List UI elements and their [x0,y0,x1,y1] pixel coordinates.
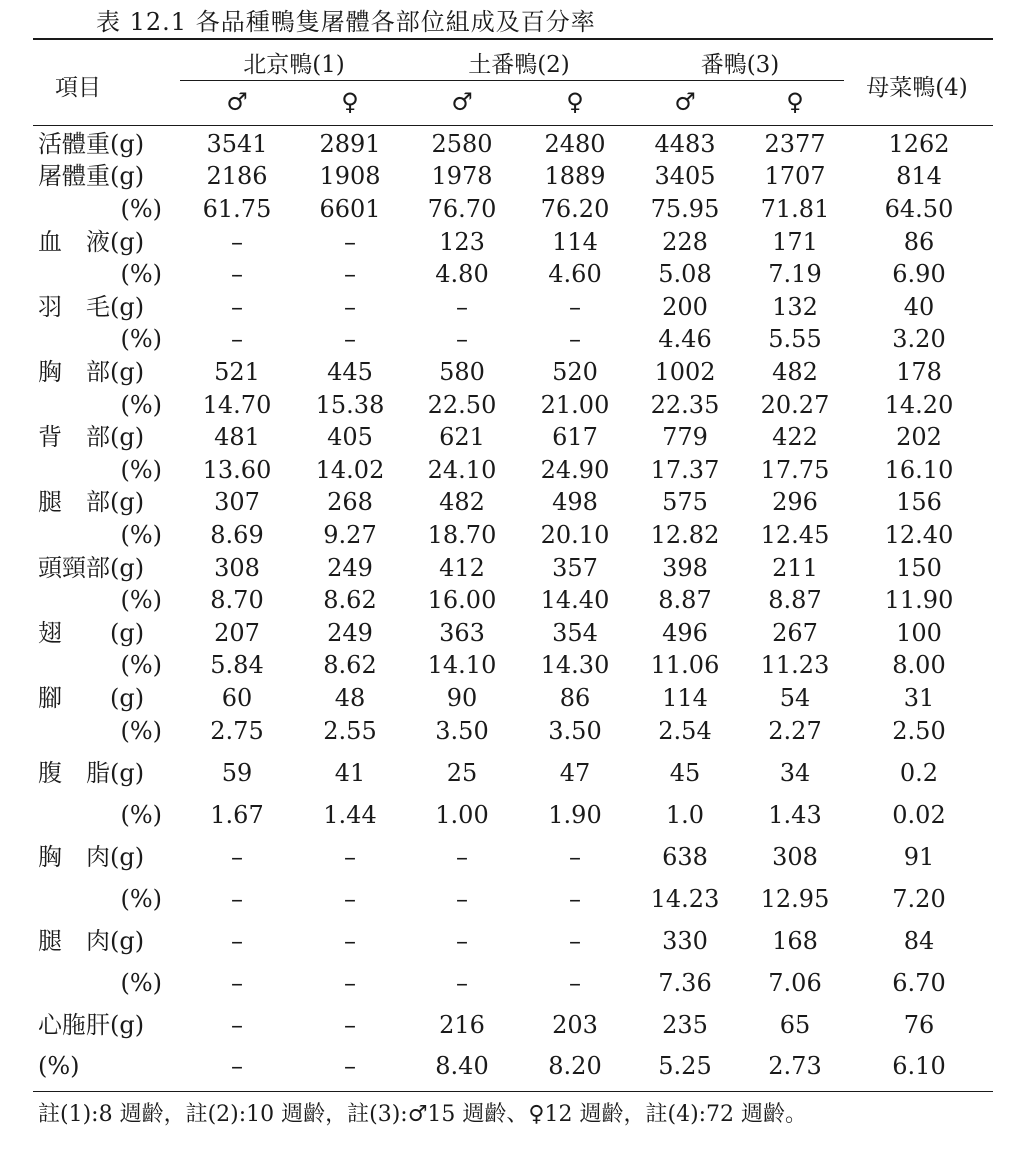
table-cell: 59 [221,759,253,787]
table-cell: 14.40 [540,586,610,614]
table-cell: 8.20 [548,1052,602,1080]
header-group-mule: 土番鴨(2) [468,52,570,78]
table-cell: 7.36 [658,969,712,997]
table-cell: – [569,927,581,955]
footnote: 註(1):8 週齡，註(2):10 週齡，註(3):♂15 週齡、♀12 週齡，註(4):72 週齡。 [38,1102,808,1127]
table-cell: 1.00 [435,801,489,829]
table-cell: 13.60 [202,456,272,484]
table-cell: – [344,325,356,353]
table-cell: 114 [662,684,708,712]
table-cell: 14.10 [427,651,497,679]
table-cell: – [456,927,468,955]
table-cell: 3541 [206,130,268,158]
table-cell: 482 [439,488,485,516]
table-cell: – [344,885,356,913]
row-label: 腹 脂(g) [38,759,145,787]
bottom-rule [33,1091,993,1092]
table-cell: 25 [446,759,478,787]
table-cell: – [231,260,243,288]
table-cell: 40 [903,293,935,321]
table-cell: 65 [779,1011,811,1039]
row-label: (%) [120,325,162,353]
table-cell: 3.50 [435,717,489,745]
table-cell: 41 [334,759,366,787]
table-cell: – [344,843,356,871]
table-cell: 156 [896,488,942,516]
table-cell: 2580 [431,130,493,158]
table-cell: 7.19 [768,260,822,288]
row-label: (%) [120,885,162,913]
top-rule [33,38,993,40]
group-subheader-rule [180,80,844,81]
table-cell: 17.37 [650,456,720,484]
row-label: (%) [120,586,162,614]
table-cell: 2.27 [768,717,822,745]
table-cell: 16.10 [884,456,954,484]
table-cell: 14.20 [884,391,954,419]
table-cell: 7.06 [768,969,822,997]
table-cell: – [456,969,468,997]
table-cell: 21.00 [540,391,610,419]
table-cell: 31 [903,684,935,712]
table-cell: – [344,927,356,955]
table-cell: 3.20 [892,325,946,353]
table-cell: 100 [896,619,942,647]
table-cell: 132 [772,293,818,321]
table-cell: 11.23 [760,651,830,679]
table-cell: 211 [772,554,818,582]
table-cell: 445 [327,358,373,386]
table-cell: 2.75 [210,717,264,745]
table-cell: 3.50 [548,717,602,745]
table-cell: 12.95 [760,885,830,913]
row-label: (%) [120,456,162,484]
table-cell: 14.23 [650,885,720,913]
table-cell: – [231,969,243,997]
row-label: 活體重(g) [38,130,145,158]
table-cell: 354 [552,619,598,647]
header-sex-male: ♂ [674,88,696,116]
table-cell: 2.73 [768,1052,822,1080]
table-cell: – [231,927,243,955]
table-cell: 216 [439,1011,485,1039]
table-cell: 207 [214,619,260,647]
table-cell: 2377 [764,130,826,158]
table-cell: – [231,293,243,321]
table-cell: 178 [896,358,942,386]
table-cell: 60 [221,684,253,712]
table-cell: 330 [662,927,708,955]
table-cell: 91 [903,843,935,871]
table-cell: 76.70 [427,195,497,223]
table-cell: 15.38 [315,391,385,419]
table-cell: 168 [772,927,818,955]
table-cell: 6601 [319,195,381,223]
table-cell: 1262 [888,130,950,158]
table-cell: 422 [772,423,818,451]
table-cell: 520 [552,358,598,386]
table-cell: – [569,969,581,997]
table-cell: – [344,969,356,997]
table-cell: 8.40 [435,1052,489,1080]
table-cell: 4.80 [435,260,489,288]
table-cell: – [231,228,243,256]
table-cell: 5.55 [768,325,822,353]
table-cell: 1.67 [210,801,264,829]
row-label: 血 液(g) [38,228,145,256]
table-cell: 1978 [431,162,493,190]
row-label: 背 部(g) [38,423,145,451]
row-label: 羽 毛(g) [38,293,145,321]
table-cell: 814 [896,162,942,190]
table-cell: 363 [439,619,485,647]
table-cell: 5.84 [210,651,264,679]
table-cell: 580 [439,358,485,386]
table-cell: 150 [896,554,942,582]
table-cell: 357 [552,554,598,582]
table-cell: 61.75 [202,195,272,223]
table-cell: 5.08 [658,260,712,288]
table-cell: 45 [669,759,701,787]
table-cell: 8.87 [658,586,712,614]
table-cell: 4.46 [658,325,712,353]
header-group-tsaiya: 母菜鴨(4) [866,75,968,101]
table-cell: 47 [559,759,591,787]
header-sex-female: ♀ [566,88,584,116]
table-cell: 76 [903,1011,935,1039]
table-cell: – [231,843,243,871]
row-label: 胸 肉(g) [38,843,145,871]
table-cell: 114 [552,228,598,256]
table-cell: 24.10 [427,456,497,484]
row-label: (%) [120,260,162,288]
table-cell: 267 [772,619,818,647]
row-label: (%) [120,969,162,997]
table-cell: 6.10 [892,1052,946,1080]
table-cell: 90 [446,684,478,712]
table-cell: 11.90 [884,586,954,614]
table-title: 表 12.1 各品種鴨隻屠體各部位組成及百分率 [96,8,596,36]
table-cell: 5.25 [658,1052,712,1080]
table-cell: 14.30 [540,651,610,679]
header-group-muscovy: 番鴨(3) [700,52,780,78]
row-label: (%) [120,195,162,223]
table-cell: – [344,260,356,288]
table-cell: 308 [214,554,260,582]
row-label: 腳 (g) [38,684,145,712]
table-cell: 1002 [654,358,716,386]
table-cell: 521 [214,358,260,386]
table-cell: 0.2 [899,759,939,787]
table-cell: 12.40 [884,521,954,549]
table-cell: 228 [662,228,708,256]
table-cell: 4.60 [548,260,602,288]
header-sex-male: ♂ [226,88,248,116]
table-cell: 617 [552,423,598,451]
table-cell: 481 [214,423,260,451]
header-sex-female: ♀ [786,88,804,116]
table-cell: 575 [662,488,708,516]
table-cell: 6.90 [892,260,946,288]
table-cell: – [569,843,581,871]
table-cell: 12.82 [650,521,720,549]
row-label: (%) [38,1052,80,1080]
table-cell: 308 [772,843,818,871]
table-cell: 203 [552,1011,598,1039]
header-item: 項目 [55,75,101,101]
table-cell: 1.90 [548,801,602,829]
row-label: 腿 肉(g) [38,927,145,955]
table-cell: 8.62 [323,651,377,679]
table-cell: 235 [662,1011,708,1039]
table-cell: 2891 [319,130,381,158]
table-cell: 1.43 [768,801,822,829]
table-cell: 268 [327,488,373,516]
table-cell: 86 [903,228,935,256]
header-sex-male: ♂ [451,88,473,116]
table-cell: 638 [662,843,708,871]
table-cell: 2480 [544,130,606,158]
row-label: (%) [120,717,162,745]
table-cell: 22.50 [427,391,497,419]
table-cell: 1.0 [665,801,705,829]
header-rule [33,125,993,126]
table-cell: 200 [662,293,708,321]
row-label: (%) [120,391,162,419]
row-label: 屠體重(g) [38,162,145,190]
table-cell: 71.81 [760,195,830,223]
table-cell: 64.50 [884,195,954,223]
table-cell: 8.69 [210,521,264,549]
table-cell: 296 [772,488,818,516]
table-cell: 1707 [764,162,826,190]
table-cell: 12.45 [760,521,830,549]
table-cell: 8.00 [892,651,946,679]
table-cell: – [569,293,581,321]
table-cell: – [456,325,468,353]
table-cell: 75.95 [650,195,720,223]
table-cell: 482 [772,358,818,386]
row-label: 腿 部(g) [38,488,145,516]
table-cell: 123 [439,228,485,256]
table-cell: 621 [439,423,485,451]
table-cell: 498 [552,488,598,516]
table-cell: – [344,228,356,256]
table-cell: 1.44 [323,801,377,829]
table-cell: 249 [327,619,373,647]
table-cell: 20.27 [760,391,830,419]
table-cell: 76.20 [540,195,610,223]
table-cell: 8.62 [323,586,377,614]
header-group-beijing: 北京鴨(1) [243,52,345,78]
row-label: (%) [120,801,162,829]
table-cell: 0.02 [892,801,946,829]
table-cell: 20.10 [540,521,610,549]
table-cell: 11.06 [650,651,720,679]
table-cell: 3405 [654,162,716,190]
table-cell: 6.70 [892,969,946,997]
row-label: (%) [120,521,162,549]
table-cell: – [231,325,243,353]
table-cell: 17.75 [760,456,830,484]
header-sex-female: ♀ [341,88,359,116]
table-cell: 34 [779,759,811,787]
table-cell: 412 [439,554,485,582]
table-cell: – [231,1011,243,1039]
table-cell: 202 [896,423,942,451]
row-label: 心胣肝(g) [38,1011,145,1039]
table-cell: 496 [662,619,708,647]
table-cell: – [456,843,468,871]
table-cell: 2.55 [323,717,377,745]
table-cell: 405 [327,423,373,451]
row-label: 頭頸部(g) [38,554,145,582]
table-cell: 14.70 [202,391,272,419]
table-cell: 18.70 [427,521,497,549]
table-cell: – [231,885,243,913]
table-cell: – [231,1052,243,1080]
table-cell: 84 [903,927,935,955]
table-cell: 14.02 [315,456,385,484]
table-cell: 48 [334,684,366,712]
table-cell: 8.70 [210,586,264,614]
table-cell: 1908 [319,162,381,190]
table-cell: 307 [214,488,260,516]
table-cell: – [569,885,581,913]
table-cell: 24.90 [540,456,610,484]
table-cell: – [569,325,581,353]
table-cell: – [344,1011,356,1039]
table-cell: 9.27 [323,521,377,549]
table-cell: 22.35 [650,391,720,419]
table-cell: 398 [662,554,708,582]
table-cell: – [344,293,356,321]
table-cell: 171 [772,228,818,256]
table-cell: 8.87 [768,586,822,614]
table-cell: 54 [779,684,811,712]
row-label: (%) [120,651,162,679]
table-cell: 2186 [206,162,268,190]
table-cell: – [456,293,468,321]
row-label: 翅 (g) [38,619,145,647]
row-label: 胸 部(g) [38,358,145,386]
table-cell: 7.20 [892,885,946,913]
table-cell: 86 [559,684,591,712]
table-cell: 16.00 [427,586,497,614]
table-cell: – [456,885,468,913]
table-cell: 1889 [544,162,606,190]
table-cell: 779 [662,423,708,451]
table-cell: 2.54 [658,717,712,745]
table-cell: – [344,1052,356,1080]
table-cell: 249 [327,554,373,582]
table-cell: 2.50 [892,717,946,745]
table-cell: 4483 [654,130,716,158]
